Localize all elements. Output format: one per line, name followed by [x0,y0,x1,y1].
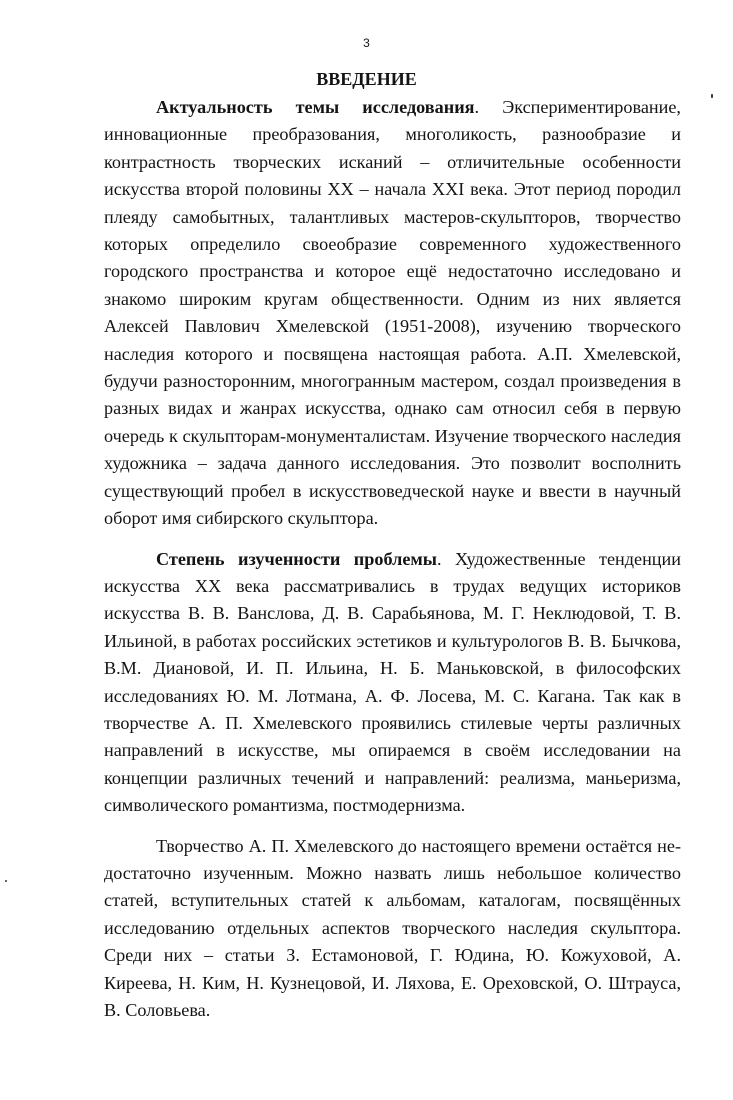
paragraph-body: . Экспериментирование, инновационные преобразования, многоликость, разнообразие и контрастность творческих исканий – отличительные особенности искусства второй половины XX – начала XXI века. Этот период породил плеяду самобытных, талантливых мастеров-скульпторов, творчество которых определило своеобразие современного художественного городского пространства и которое ещё недостаточно исследовано и знакомо широким кругам общественности. Одним из них является Алексей Павлович Хмелевской (1951-2008), изучению творческого наследия которого и посвящена настоящая работа. А.П. Хмелевской, будучи разносторонним, многогранным мастером, создал произведения в разных видах и жанрах искусства, однако сам относил себя в первую очередь к скульпторам-монументалистам. Изучение творческого наследия художника – задача данного исследования. Это позволит восполнить существующий пробел в искусствоведческой науке и ввести в научный оборот имя сибирского скульптора. [104,97,681,529]
scan-speck [5,880,7,882]
scan-speck [711,94,713,98]
section-heading: ВВЕДЕНИЕ [316,69,417,89]
body-text [104,94,681,1024]
paragraph-literature [104,833,681,1025]
paragraph-body: Творчество А. П. Хмелевского до настоящего времени остаётся недостаточно изученным. Можно назвать лишь небольшое количество статей, вступительных статей к альбомам, каталогам, посвящённых исследованию отдельных аспектов творческого наследия скульптора. Среди них – статьи З. Естамоновой, Г. Юдина, Ю. Кожуховой, А. Киреева, Н. Ким, Н. Кузнецовой, И. Ляхова, Е. Ореховской, О. Штрауса, В. Соловьева. [104,835,681,1020]
paragraph-lead: Актуальность темы исследования [156,97,475,117]
paragraph-body: . Художественные тенденции искусства XX века рассматривались в трудах ведущих историков искусства В. В. Ванслова, Д. В. Сарабьянова, М. Г. Неклюдовой, Т. В. Ильиной, в работах российских эстетиков и культурологов В. В. Бычкова, В.М. Диановой, И. П. Ильина, Н. Б. Маньковской, в философских исследованиях Ю. М. Лотмана, А. Ф. Лосева, М. С. Кагана. Так как в творчестве А. П. Хмелевского проявились стилевые черты различных направлений в искусстве, мы опираемся в своём исследовании на концепции различных течений и направлений: реализма, маньеризма, символического романтизма, постмодернизма. [104,548,682,816]
page-number: 3 [363,36,370,50]
paragraph-lead: Степень изученности проблемы [156,548,437,569]
paragraph-study-degree [104,546,681,820]
paragraph-relevance [104,94,681,533]
